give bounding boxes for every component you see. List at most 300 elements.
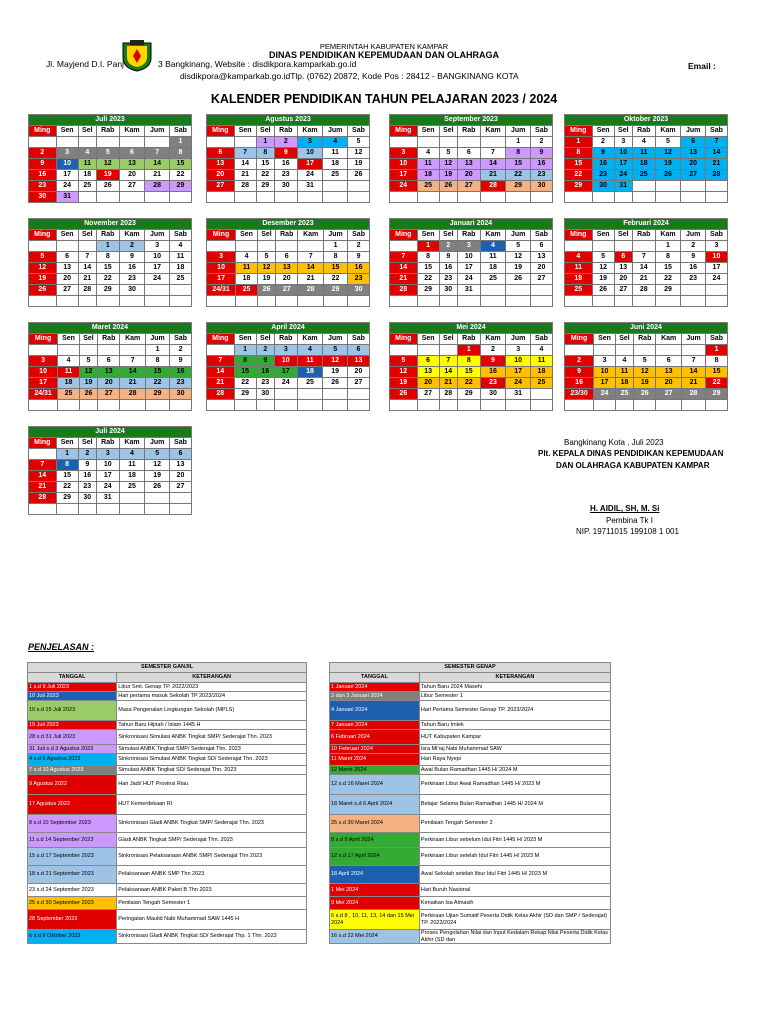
day-cell: 10 <box>705 252 727 263</box>
weekday-header: Rab <box>274 334 297 345</box>
month-calendar <box>206 322 370 411</box>
legend-description: Sinkronisasi Pelaksanaan ANBK SMP/ Sederajat Thn 2023 <box>117 848 307 866</box>
day-cell: 16 <box>592 159 614 170</box>
day-cell: 22 <box>457 378 480 389</box>
day-cell: 7 <box>78 252 96 263</box>
day-cell: 21 <box>705 159 727 170</box>
day-cell <box>632 181 655 192</box>
day-cell <box>58 345 80 356</box>
weekday-header: Rab <box>98 334 120 345</box>
weekday-header: Sel <box>78 230 96 241</box>
day-cell <box>594 345 616 356</box>
day-cell: 3 <box>29 356 58 367</box>
weekday-header: Sen <box>417 334 439 345</box>
day-cell: 22 <box>145 378 169 389</box>
day-cell: 11 <box>565 263 593 274</box>
day-cell: 7 <box>681 356 705 367</box>
day-cell: 15 <box>323 263 347 274</box>
day-cell: 13 <box>530 252 552 263</box>
day-cell: 28 <box>632 285 655 296</box>
day-cell: 22 <box>323 274 347 285</box>
day-cell <box>705 285 727 296</box>
day-cell: 24 <box>274 378 297 389</box>
weekday-header: Rab <box>96 230 119 241</box>
day-cell <box>457 400 480 411</box>
weekday-header: Kam <box>655 126 681 137</box>
weekday-header: Kam <box>119 438 145 449</box>
day-cell: 23 <box>170 378 192 389</box>
month-calendar <box>206 218 370 307</box>
day-cell: 25 <box>530 378 552 389</box>
day-cell <box>592 296 614 307</box>
day-cell: 5 <box>506 241 531 252</box>
day-cell <box>78 137 96 148</box>
day-cell: 18 <box>119 471 145 482</box>
day-cell <box>480 296 506 307</box>
day-cell: 21 <box>298 274 323 285</box>
legend-description: Sinkronisasi Simulasi ANBK Tingkat SD/ Sederajat Thn. 2023 <box>117 754 307 766</box>
day-cell: 20 <box>56 274 78 285</box>
day-cell: 14 <box>390 263 418 274</box>
day-cell: 2 <box>565 356 594 367</box>
day-cell: 11 <box>169 252 191 263</box>
weekday-header: Sen <box>56 438 78 449</box>
legend-description: Perkiraan Ujian Sumatif Peserta Didik Kelas Akhir (SD dan SMP / Sederajat) TP. 2023/2024 <box>419 910 610 930</box>
day-cell: 8 <box>145 356 169 367</box>
month-name: September 2023 <box>390 115 553 126</box>
day-cell: 17 <box>274 367 297 378</box>
day-cell: 2 <box>78 449 96 460</box>
day-cell: 26 <box>506 274 531 285</box>
day-cell: 27 <box>56 285 78 296</box>
day-cell: 22 <box>506 170 531 181</box>
day-cell: 29 <box>565 181 593 192</box>
day-cell: 8 <box>506 148 531 159</box>
weekday-header: Sen <box>417 126 439 137</box>
day-cell <box>614 296 632 307</box>
day-cell: 26 <box>634 389 656 400</box>
day-cell: 24 <box>96 482 119 493</box>
day-cell: 3 <box>96 449 119 460</box>
day-cell <box>58 400 80 411</box>
day-cell: 6 <box>457 148 480 159</box>
day-cell <box>276 296 298 307</box>
day-cell: 12 <box>390 367 418 378</box>
day-cell: 1 <box>706 345 728 356</box>
day-cell: 6 <box>614 252 632 263</box>
day-cell <box>257 241 275 252</box>
day-cell <box>681 296 706 307</box>
weekday-header: Kam <box>655 230 681 241</box>
day-cell <box>169 192 191 203</box>
weekday-header: Kam <box>297 334 323 345</box>
day-cell: 4 <box>323 137 348 148</box>
day-cell: 12 <box>506 252 531 263</box>
legend-description: Tahun Baru Hijriah / Islam 1445 H <box>117 721 307 730</box>
day-cell: 14 <box>705 148 727 159</box>
day-cell: 18 <box>297 367 323 378</box>
day-cell <box>234 400 256 411</box>
day-cell <box>145 137 170 148</box>
weekday-header: Sab <box>169 438 191 449</box>
day-cell <box>439 400 457 411</box>
legend-description: Isra Mi'raj Nabi Muhammad SAW <box>419 745 610 754</box>
day-cell <box>323 181 348 192</box>
day-cell: 12 <box>145 460 170 471</box>
day-cell: 28 <box>145 181 170 192</box>
legend-description: Hari Buruh Nasional <box>419 884 610 897</box>
day-cell <box>681 192 706 203</box>
day-cell: 8 <box>169 148 191 159</box>
day-cell: 17 <box>705 263 727 274</box>
day-cell: 1 <box>234 345 256 356</box>
day-cell: 7 <box>632 252 655 263</box>
day-cell <box>457 137 480 148</box>
day-cell <box>145 493 170 504</box>
day-cell: 16 <box>530 159 552 170</box>
day-cell: 21 <box>390 274 418 285</box>
day-cell <box>530 192 552 203</box>
legend-date: 11 s.d 14 September 2023 <box>28 833 117 848</box>
weekday-header: Rab <box>457 230 480 241</box>
day-cell: 9 <box>681 252 706 263</box>
weekday-header: Jum <box>323 230 347 241</box>
day-cell <box>390 345 418 356</box>
weekday-header: Ming <box>390 334 418 345</box>
day-cell <box>506 192 531 203</box>
day-cell: 17 <box>29 378 58 389</box>
day-cell <box>480 285 506 296</box>
day-cell: 26 <box>145 482 170 493</box>
day-cell: 6 <box>98 356 120 367</box>
legend-description: Tahun Baru 2024 Masehi <box>419 683 610 692</box>
day-cell: 4 <box>615 356 633 367</box>
legend-description: Simulasi ANBK Tingkat SD/ Sederajat Thn. 2023 <box>117 766 307 775</box>
day-cell <box>390 137 418 148</box>
day-cell: 2 <box>681 241 706 252</box>
day-cell: 8 <box>417 252 439 263</box>
weekday-header: Kam <box>480 126 506 137</box>
day-cell <box>29 400 58 411</box>
day-cell <box>565 192 593 203</box>
day-cell: 10 <box>594 367 616 378</box>
day-cell: 11 <box>417 159 439 170</box>
day-cell: 25 <box>78 181 96 192</box>
day-cell: 13 <box>457 159 480 170</box>
day-cell <box>390 296 418 307</box>
day-cell: 15 <box>565 159 593 170</box>
day-cell: 4 <box>78 148 96 159</box>
day-cell <box>274 192 297 203</box>
day-cell: 6 <box>681 137 706 148</box>
day-cell: 17 <box>145 263 170 274</box>
day-cell: 23 <box>29 181 57 192</box>
department-line: DINAS PENDIDIKAN KEPEMUDAAN DAN OLAHRAGA <box>268 50 499 60</box>
day-cell: 15 <box>256 159 274 170</box>
day-cell <box>506 400 531 411</box>
legend-date: 10 Februari 2024 <box>330 745 420 754</box>
day-cell <box>169 285 191 296</box>
weekday-header: Kam <box>656 334 681 345</box>
day-cell: 13 <box>656 367 681 378</box>
day-cell: 1 <box>457 345 480 356</box>
legend-description: Perkiraan Libur setelah Idul Fitri 1445 H/ 2023 M <box>419 848 610 866</box>
day-cell: 5 <box>323 345 348 356</box>
day-cell <box>119 192 145 203</box>
day-cell: 20 <box>276 274 298 285</box>
calendar-title: KALENDER PENDIDIKAN TAHUN PELAJARAN 2023 / 2024 <box>210 92 558 106</box>
day-cell: 9 <box>439 252 457 263</box>
weekday-header: Sab <box>170 334 192 345</box>
day-cell: 8 <box>655 252 681 263</box>
weekday-header: Sab <box>530 334 552 345</box>
sign-name: H. AIDIL, SH, M. Si <box>590 504 660 513</box>
day-cell: 14 <box>78 263 96 274</box>
weekday-header: Sen <box>594 334 616 345</box>
day-cell: 13 <box>614 263 632 274</box>
day-cell: 16 <box>439 263 457 274</box>
day-cell: 11 <box>297 356 323 367</box>
day-cell: 2 <box>592 137 614 148</box>
day-cell: 25 <box>236 285 258 296</box>
day-cell: 23 <box>592 170 614 181</box>
day-cell: 4 <box>119 449 145 460</box>
day-cell: 13 <box>119 159 145 170</box>
day-cell: 22 <box>256 170 274 181</box>
day-cell: 13 <box>276 263 298 274</box>
day-cell: 20 <box>530 263 552 274</box>
weekday-header: Rab <box>276 230 298 241</box>
day-cell: 19 <box>439 170 457 181</box>
day-cell: 28 <box>29 493 57 504</box>
day-cell: 15 <box>417 263 439 274</box>
day-cell <box>29 296 57 307</box>
day-cell: 9 <box>274 148 297 159</box>
day-cell: 7 <box>234 148 256 159</box>
weekday-header: Sen <box>58 334 80 345</box>
day-cell: 24 <box>705 274 727 285</box>
weekday-header: Ming <box>565 126 593 137</box>
weekday-header: Sen <box>56 126 78 137</box>
legend-description: Sinkronisasi Gladi ANBK Tingkat SD/ Sederajat Thp. 1 Thn. 2023 <box>117 930 307 944</box>
weekday-header: Ming <box>207 126 235 137</box>
day-cell: 27 <box>530 274 552 285</box>
day-cell: 23 <box>480 378 506 389</box>
day-cell <box>29 449 57 460</box>
day-cell: 20 <box>169 471 191 482</box>
legend-date: 17 Agustus 2022 <box>28 795 117 815</box>
day-cell: 18 <box>615 378 633 389</box>
legend-description: Proses Pengolahan Nilai dan Input Kedalam Rekap Nilai Peserta Didik Kelas Akhir (SD dan <box>419 930 610 944</box>
day-cell: 12 <box>347 148 369 159</box>
day-cell: 24/31 <box>207 285 236 296</box>
weekday-header: Sen <box>592 126 614 137</box>
day-cell: 13 <box>417 367 439 378</box>
weekday-header: Kam <box>480 230 506 241</box>
weekday-header: Jum <box>681 334 705 345</box>
day-cell: 28 <box>390 285 418 296</box>
day-cell <box>297 389 323 400</box>
day-cell <box>417 400 439 411</box>
day-cell: 2 <box>274 137 297 148</box>
day-cell: 14 <box>145 159 170 170</box>
day-cell: 4 <box>530 345 552 356</box>
day-cell: 18 <box>565 274 593 285</box>
day-cell <box>207 400 235 411</box>
day-cell: 10 <box>274 356 297 367</box>
month-name: Maret 2024 <box>29 323 192 334</box>
weekday-header: Sel <box>257 230 275 241</box>
month-calendar <box>28 114 192 203</box>
day-cell: 2 <box>480 345 506 356</box>
day-cell: 6 <box>276 252 298 263</box>
legend-date: 9 Mei 2024 <box>330 897 420 910</box>
legend-date: 7 s.d 10 Agustus 2023 <box>28 766 117 775</box>
day-cell <box>390 241 418 252</box>
weekday-header: Sen <box>234 126 256 137</box>
day-cell <box>145 296 170 307</box>
day-cell: 24/31 <box>29 389 58 400</box>
column-tanggal: TANGGAL <box>28 673 117 683</box>
day-cell <box>439 296 457 307</box>
day-cell: 11 <box>58 367 80 378</box>
month-calendar <box>206 114 370 203</box>
legend-date: 23 s.d 24 September 2023 <box>28 884 117 897</box>
day-cell: 19 <box>145 471 170 482</box>
day-cell: 28 <box>207 389 235 400</box>
day-cell: 20 <box>207 170 235 181</box>
day-cell: 19 <box>634 378 656 389</box>
weekday-header: Jum <box>323 126 348 137</box>
weekday-header: Ming <box>29 230 57 241</box>
legend-description: Libur Smt. Genap TP. 2022/2023 <box>117 683 307 692</box>
legend-date: 6 s.d 8 Oktober 2023 <box>28 930 117 944</box>
month-name: Januari 2024 <box>390 219 553 230</box>
day-cell <box>56 137 78 148</box>
month-calendar <box>564 322 728 411</box>
day-cell: 15 <box>96 263 119 274</box>
day-cell: 29 <box>417 285 439 296</box>
weekday-header: Sab <box>530 230 552 241</box>
day-cell: 30 <box>592 181 614 192</box>
day-cell: 11 <box>78 159 96 170</box>
day-cell: 31 <box>297 181 323 192</box>
day-cell: 10 <box>29 367 58 378</box>
day-cell <box>634 345 656 356</box>
day-cell <box>705 181 727 192</box>
day-cell: 7 <box>29 460 57 471</box>
day-cell: 27 <box>207 181 235 192</box>
day-cell: 29 <box>457 389 480 400</box>
day-cell <box>705 296 727 307</box>
legend-description: Perkiraan Libur sebelum Idul Fitri 1445 H/ 2023 M <box>419 833 610 848</box>
legend-semester-ganjil <box>27 662 307 944</box>
day-cell <box>655 296 681 307</box>
weekday-header: Rab <box>634 334 656 345</box>
day-cell <box>274 389 297 400</box>
day-cell: 20 <box>656 378 681 389</box>
weekday-header: Rab <box>457 334 480 345</box>
day-cell: 13 <box>207 159 235 170</box>
day-cell: 5 <box>96 148 119 159</box>
day-cell: 26 <box>655 170 681 181</box>
legend-date: 10 s.d 15 Juli 2023 <box>28 701 117 721</box>
day-cell: 27 <box>169 482 191 493</box>
day-cell: 28 <box>120 389 145 400</box>
month-calendar <box>389 114 553 203</box>
day-cell: 25 <box>565 285 593 296</box>
day-cell <box>145 285 170 296</box>
day-cell: 31 <box>506 389 531 400</box>
day-cell: 24 <box>297 170 323 181</box>
weekday-header: Sel <box>615 334 633 345</box>
day-cell: 10 <box>457 252 480 263</box>
day-cell: 6 <box>417 356 439 367</box>
day-cell <box>347 192 369 203</box>
weekday-header: Sab <box>347 334 369 345</box>
day-cell: 14 <box>29 471 57 482</box>
day-cell: 3 <box>207 252 236 263</box>
day-cell: 19 <box>592 274 614 285</box>
legend-date: 6 Februari 2024 <box>330 730 420 745</box>
day-cell: 20 <box>347 367 369 378</box>
day-cell: 3 <box>145 241 170 252</box>
day-cell: 25 <box>169 274 191 285</box>
day-cell: 22 <box>96 274 119 285</box>
day-cell <box>565 400 594 411</box>
day-cell: 14 <box>632 263 655 274</box>
day-cell: 7 <box>480 148 506 159</box>
day-cell: 9 <box>29 159 57 170</box>
day-cell <box>706 400 728 411</box>
day-cell <box>78 241 96 252</box>
day-cell: 5 <box>655 137 681 148</box>
day-cell: 14 <box>480 159 506 170</box>
day-cell: 25 <box>58 389 80 400</box>
day-cell: 18 <box>236 274 258 285</box>
day-cell: 3 <box>705 241 727 252</box>
day-cell: 12 <box>634 367 656 378</box>
day-cell: 21 <box>234 170 256 181</box>
day-cell: 24 <box>390 181 418 192</box>
day-cell <box>506 285 531 296</box>
day-cell: 3 <box>56 148 78 159</box>
weekday-header: Jum <box>145 230 170 241</box>
legend-date: 9 Agustus 2022 <box>28 775 117 795</box>
day-cell <box>632 241 655 252</box>
day-cell: 19 <box>655 159 681 170</box>
day-cell: 7 <box>705 137 727 148</box>
day-cell: 31 <box>56 192 78 203</box>
day-cell: 16 <box>348 263 370 274</box>
day-cell <box>207 345 235 356</box>
day-cell <box>297 192 323 203</box>
day-cell <box>298 241 323 252</box>
day-cell <box>79 400 97 411</box>
day-cell <box>530 400 552 411</box>
day-cell: 9 <box>348 252 370 263</box>
day-cell: 29 <box>96 285 119 296</box>
day-cell: 7 <box>439 356 457 367</box>
day-cell: 3 <box>390 148 418 159</box>
day-cell <box>145 504 170 515</box>
day-cell <box>634 400 656 411</box>
day-cell <box>439 137 457 148</box>
day-cell <box>615 345 633 356</box>
day-cell <box>347 389 369 400</box>
day-cell: 24 <box>457 274 480 285</box>
legend-date: 19 Juli 2023 <box>28 721 117 730</box>
